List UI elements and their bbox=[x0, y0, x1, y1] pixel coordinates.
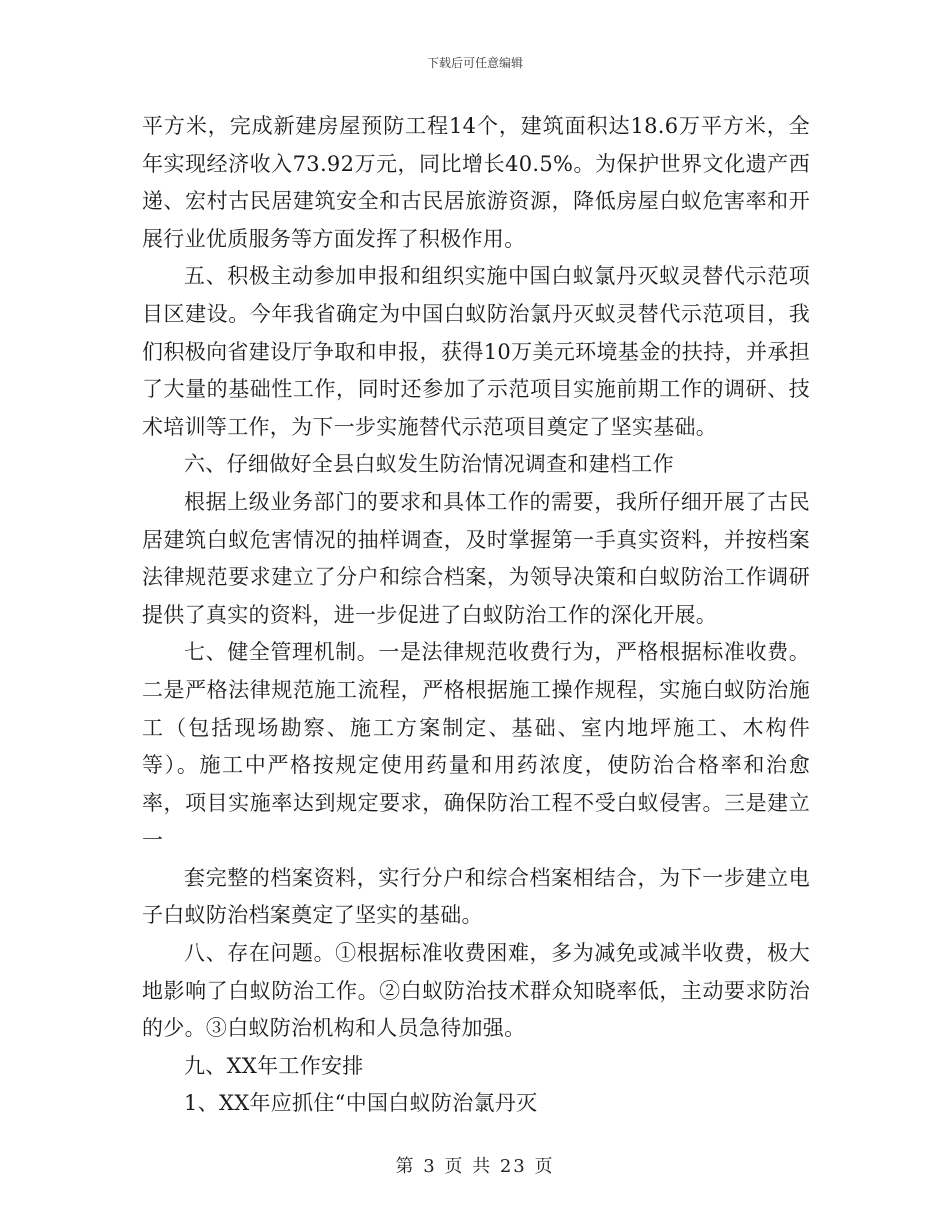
paragraph-section-seven: 七、健全管理机制。一是法律规范收费行为，严格根据标准收费。二是严格法律规范施工流程，严格根据施工操作规程，实施白蚁防治施工（包括现场勘察、施工方案制定、基础、室内地坪施工、木构件等）。施工中严格按规定使用药量和用药浓度，使防治合格率和治愈率，项目实施率达到规定要求，确保防治工程不受白蚁侵害。三是建立一 bbox=[142, 640, 810, 853]
page-header: 下载后可任意编辑 bbox=[426, 56, 523, 70]
paragraph-section-eight: 八、存在问题。①根据标准收费困难，多为减免或减半收费，极大地影响了白蚁防治工作。②白蚁防治技术群众知晓率低，主动要求防治的少。③白蚁防治机构和人员急待加强。 bbox=[142, 941, 810, 1041]
heading-section-six: 六、仔细做好全县白蚁发生防治情况调查和建档工作 bbox=[184, 452, 674, 477]
paragraph-section-nine-item-1: 1、XX年应抓住“中国白蚁防治氯丹灭 bbox=[184, 1091, 538, 1116]
paragraph-1: 平方米，完成新建房屋预防工程14个，建筑面积达18.6万平方米，全年实现经济收入73.92万元，同比增长40.5%。为保护世界文化遗产西递、宏村古民居建筑安全和古民居旅游资源，降低房屋白蚁危害率和开展行业优质服务等方面发挥了积极作用。 bbox=[142, 114, 810, 251]
paragraph-section-seven-continued: 套完整的档案资料，实行分户和综合档案相结合，为下一步建立电子白蚁防治档案奠定了坚实的基础。 bbox=[142, 865, 810, 928]
heading-section-nine: 九、XX年工作安排 bbox=[184, 1053, 364, 1078]
document-body bbox=[142, 108, 810, 1123]
paragraph-section-five: 五、积极主动参加申报和组织实施中国白蚁氯丹灭蚁灵替代示范项目区建设。今年我省确定为中国白蚁防治氯丹灭蚁灵替代示范项目，我们积极向省建设厅争取和申报，获得10万美元环境基金的扶持，并承担了大量的基础性工作，同时还参加了示范项目实施前期工作的调研、技术培训等工作，为下一步实施替代示范项目奠定了坚实基础。 bbox=[142, 264, 810, 439]
page-number-footer: 第 3 页 共 23 页 bbox=[395, 1156, 555, 1177]
paragraph-section-six-body: 根据上级业务部门的要求和具体工作的需要，我所仔细开展了古民居建筑白蚁危害情况的抽样调查，及时掌握第一手真实资料，并按档案法律规范要求建立了分户和综合档案，为领导决策和白蚁防治工作调研提供了真实的资料，进一步促进了白蚁防治工作的深化开展。 bbox=[142, 489, 810, 627]
